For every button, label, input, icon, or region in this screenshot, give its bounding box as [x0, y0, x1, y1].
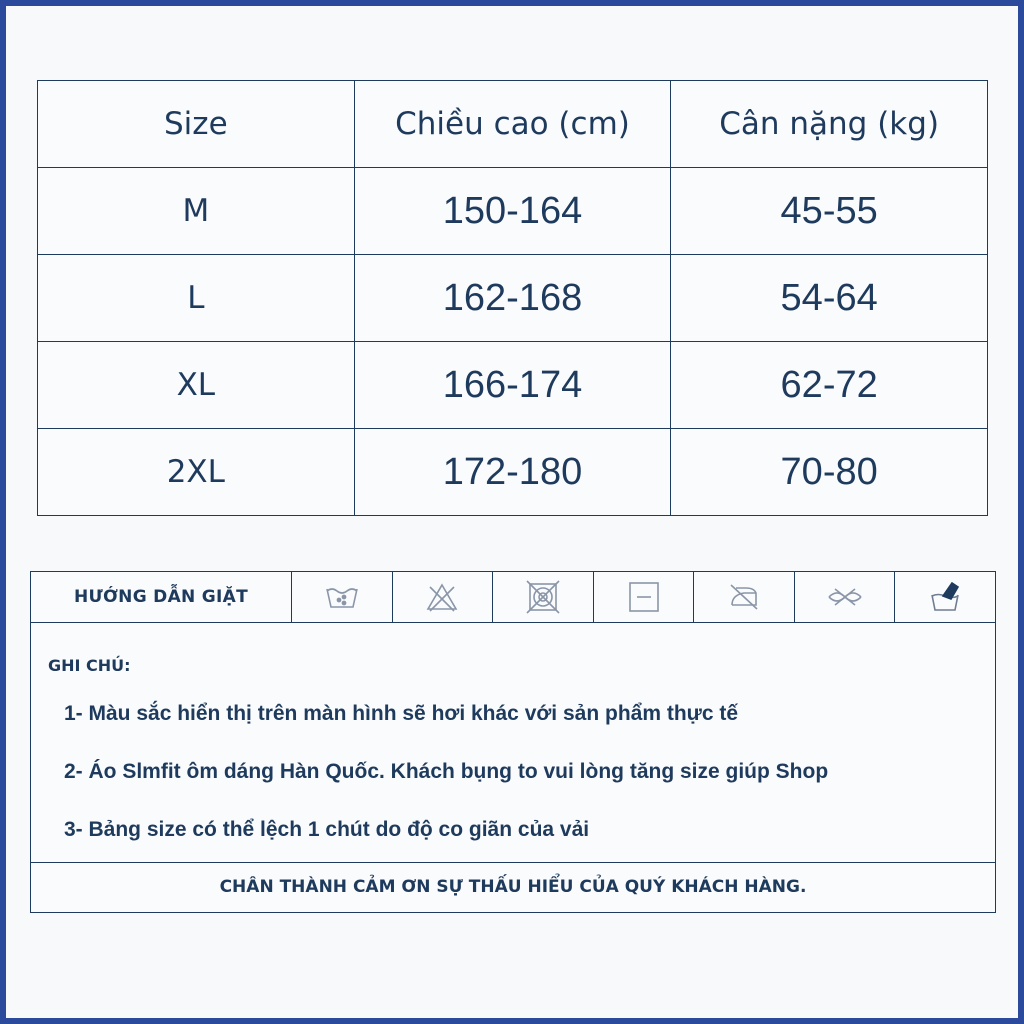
header-size: Size: [38, 81, 355, 168]
wash-guide-row: [31, 572, 995, 623]
weight-range: 54-64: [671, 255, 988, 342]
hand-wash-icon: [895, 572, 995, 622]
size-label: XL: [38, 342, 355, 429]
height-range: 166-174: [354, 342, 671, 429]
weight-range: 62-72: [671, 342, 988, 429]
weight-range: 70-80: [671, 429, 988, 516]
weight-range: 45-55: [671, 168, 988, 255]
no-tumble-dry-icon: [493, 572, 594, 622]
care-and-notes-panel: [30, 571, 996, 913]
thank-you-message: CHÂN THÀNH CẢM ƠN SỰ THẤU HIỂU CỦA QUÝ KHÁCH HÀNG.: [219, 877, 807, 897]
no-bleach-icon: [393, 572, 494, 622]
notes-title: GHI CHÚ:: [48, 656, 131, 675]
note-item: 2- Áo Slmfit ôm dáng Hàn Quốc. Khách bụng to vui lòng tăng size giúp Shop: [64, 760, 829, 783]
height-range: 162-168: [354, 255, 671, 342]
height-range: 150-164: [354, 168, 671, 255]
notes-section: [31, 624, 995, 863]
table-row: [38, 255, 988, 342]
note-item: 3- Bảng size có thể lệch 1 chút do độ co giãn của vải: [64, 818, 590, 841]
no-dry-clean-icon: [795, 572, 896, 622]
header-height: Chiều cao (cm): [354, 81, 671, 168]
height-range: 172-180: [354, 429, 671, 516]
dry-flat-icon: [594, 572, 695, 622]
table-row: [38, 342, 988, 429]
wash-guide-title: HƯỚNG DẪN GIẶT: [31, 572, 292, 622]
wash-30-icon: [292, 572, 393, 622]
size-label: L: [38, 255, 355, 342]
note-item: 1- Màu sắc hiển thị trên màn hình sẽ hơi khác với sản phẩm thực tế: [64, 702, 739, 725]
iron-low-icon: [694, 572, 795, 622]
size-label: M: [38, 168, 355, 255]
table-row: [38, 168, 988, 255]
header-weight: Cân nặng (kg): [671, 81, 988, 168]
table-row: [38, 429, 988, 516]
size-label: 2XL: [38, 429, 355, 516]
size-chart-table: [37, 80, 988, 516]
table-header-row: [38, 81, 988, 168]
